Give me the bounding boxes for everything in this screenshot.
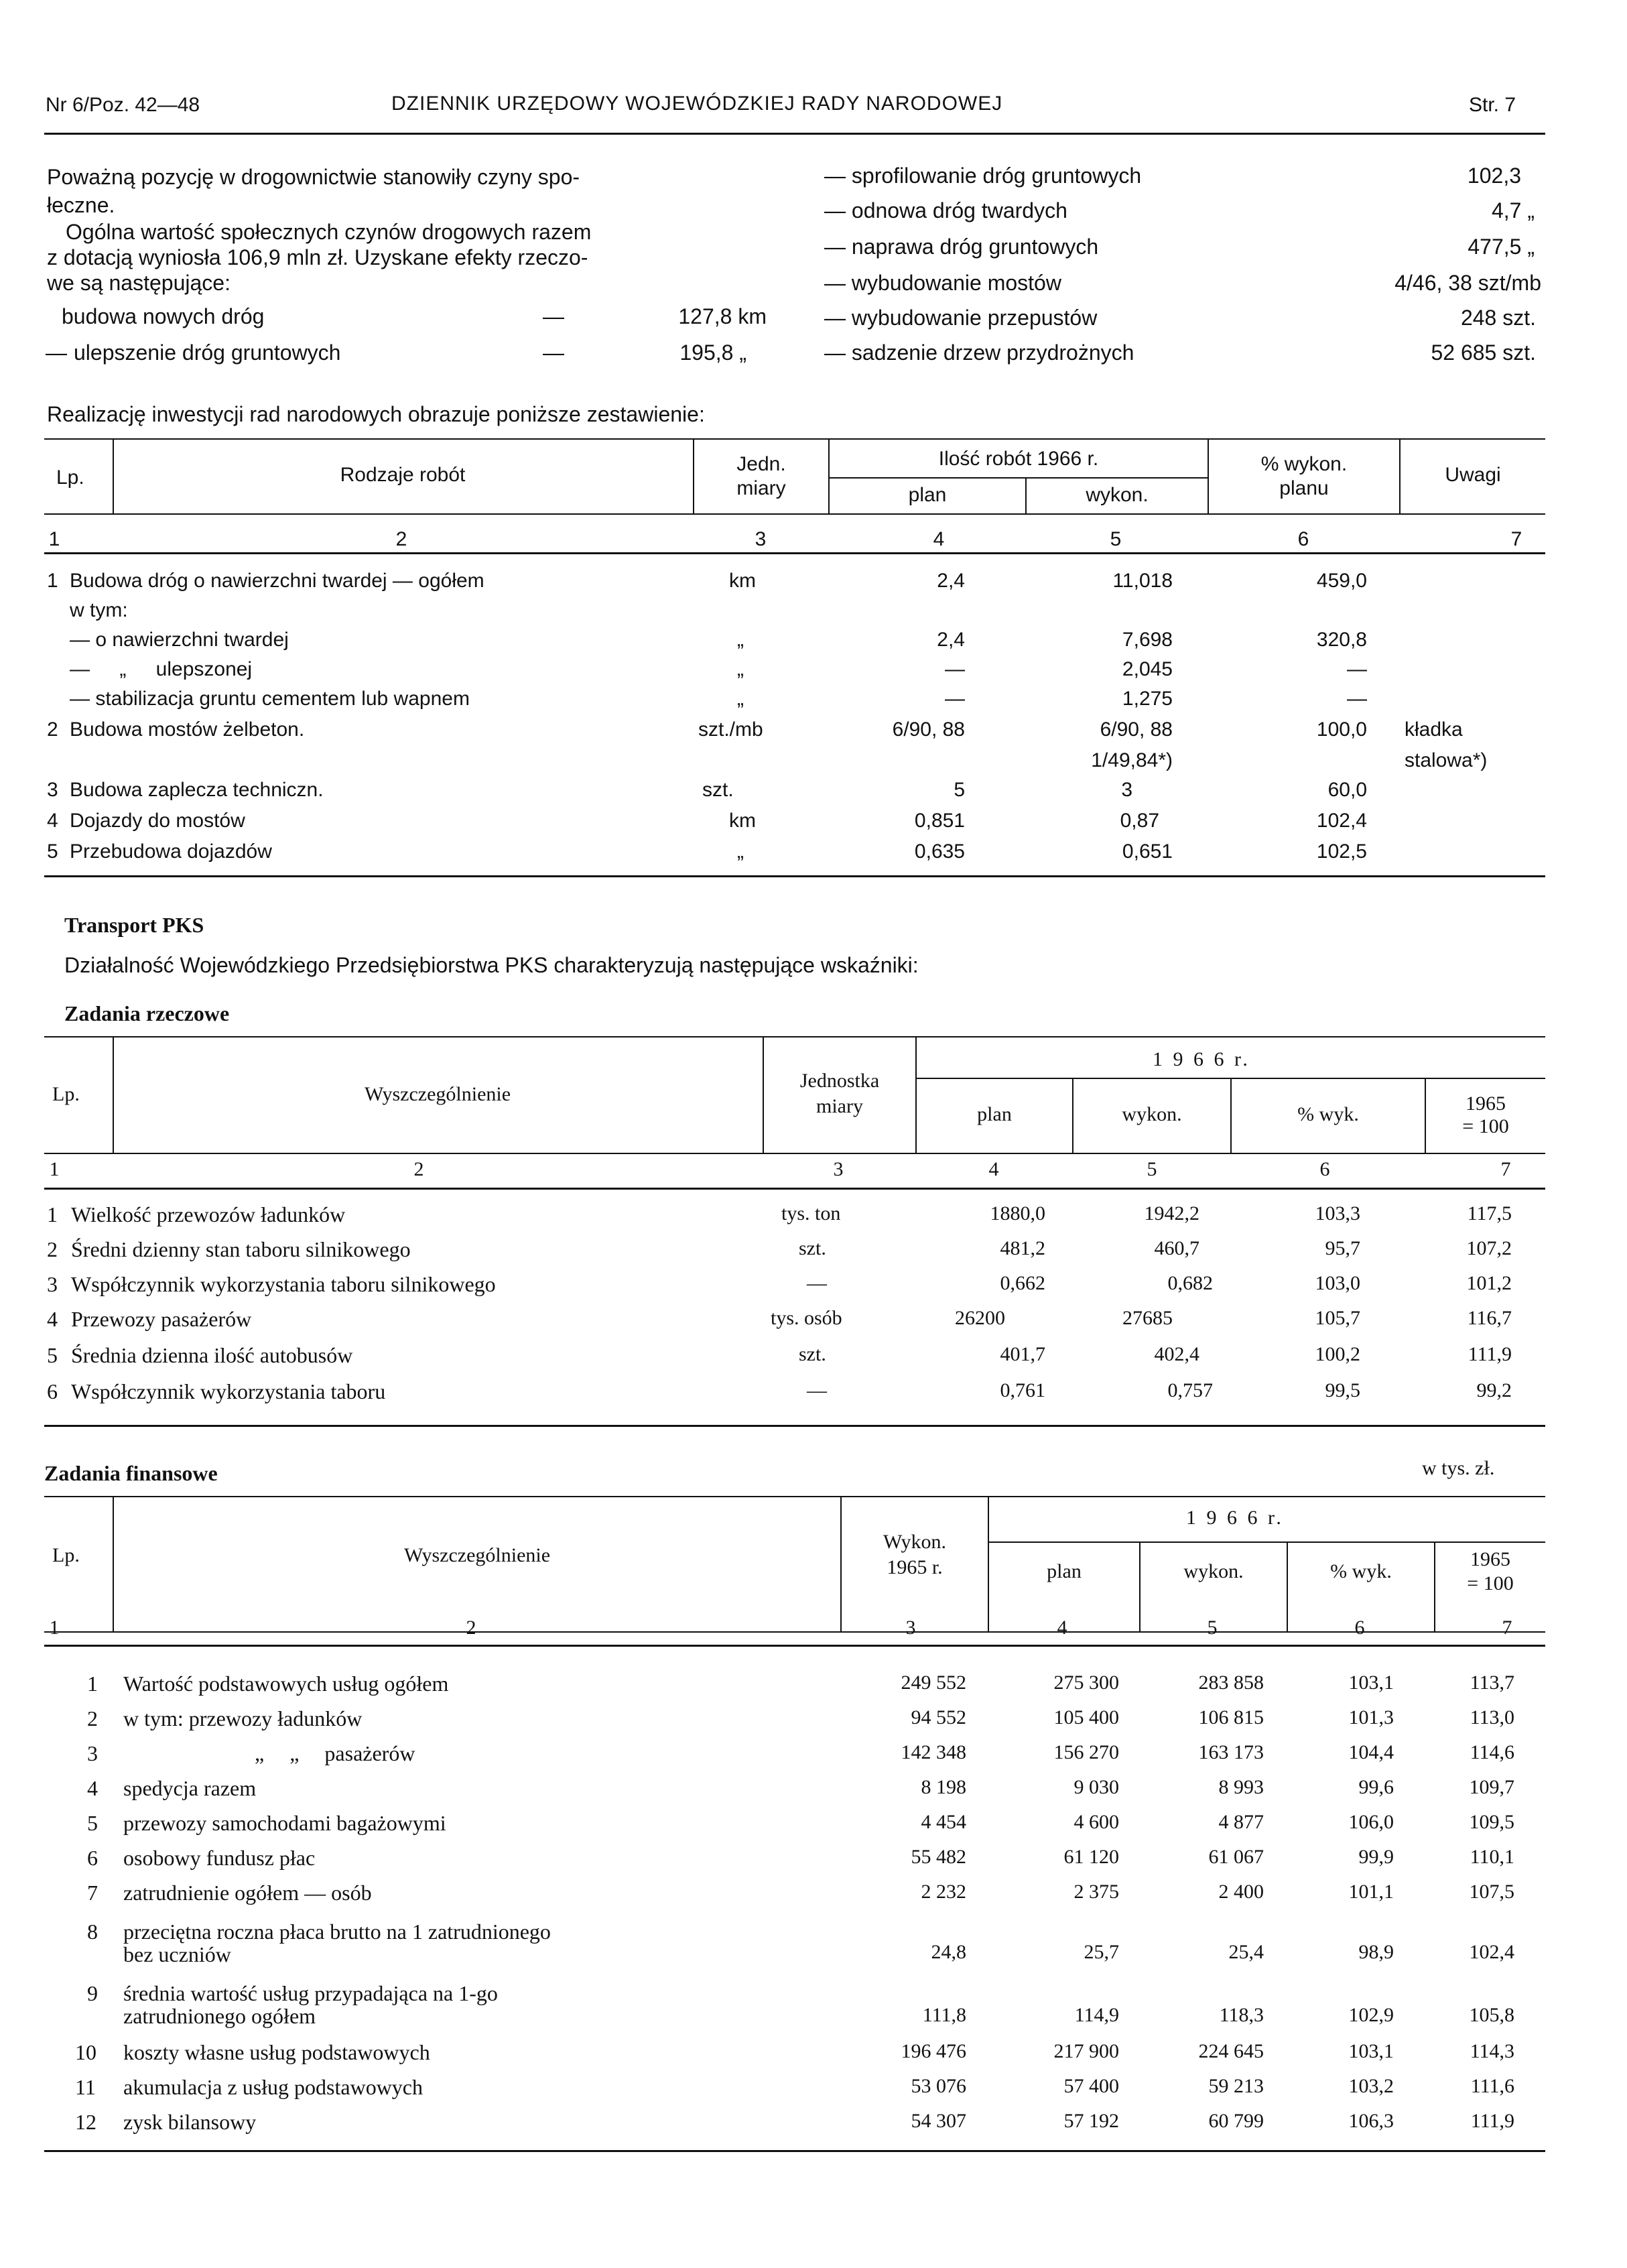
- col-header-ilosc: Ilość robót 1966 r.: [938, 448, 1099, 470]
- header-rule: [44, 133, 1545, 135]
- col-header-1965-2: = 100: [1462, 1115, 1509, 1137]
- intro-para2-line2: z dotacją wyniosła 106,9 mln zł. Uzyskane efekty rzeczo-: [47, 245, 588, 269]
- col-number: 7: [1500, 1158, 1511, 1180]
- table-cell-name: średnia wartość usług przypadająca na 1-go: [123, 1981, 498, 2005]
- table-cell-index: 111,6: [1470, 2075, 1514, 2097]
- table-rule: [44, 875, 1545, 877]
- col-header-plan: plan: [908, 484, 947, 506]
- table-cell-name: Średnia dzienna ilość autobusów: [71, 1343, 353, 1367]
- table-cell-name: w tym: przewozy ładunków: [123, 1706, 363, 1730]
- table-cell-lp: 5: [47, 840, 58, 863]
- table-cell-pct: 103,0: [1315, 1272, 1360, 1294]
- col-header-plan: plan: [977, 1103, 1012, 1125]
- intro-right-item: — naprawa dróg gruntowych: [824, 235, 1099, 259]
- table-rule: [44, 1153, 1545, 1154]
- table-cell-lp: 10: [75, 2040, 96, 2064]
- table-cell-pct: 101,3: [1348, 1706, 1394, 1728]
- table-cell-index: 109,5: [1469, 1811, 1514, 1833]
- header-page: Str. 7: [1469, 94, 1516, 116]
- table-cell-pct: —: [1347, 658, 1367, 680]
- intro-right-value: 102,3: [1467, 164, 1521, 188]
- col-divider: [1208, 438, 1209, 513]
- table-rule: [44, 2150, 1545, 2152]
- table-cell-unit: km: [729, 810, 756, 832]
- table-cell-lp: 11: [75, 2075, 96, 2099]
- table-cell-lp: 4: [87, 1776, 98, 1800]
- col-header-uwagi: Uwagi: [1445, 464, 1501, 486]
- col-number: 2: [395, 528, 407, 550]
- table-cell-lp: 7: [87, 1881, 98, 1905]
- table-cell-name: zatrudnienie ogółem — osób: [123, 1881, 372, 1905]
- table-cell-name: Przewozy pasażerów: [71, 1307, 252, 1331]
- table-cell-pct: 103,3: [1315, 1202, 1360, 1224]
- table-cell-lp: 8: [87, 1919, 98, 1944]
- table-cell-index: 114,3: [1470, 2040, 1514, 2062]
- table-cell-plan: 57 192: [1063, 2110, 1119, 2132]
- table-cell-plan: 0,851: [914, 810, 965, 832]
- table-cell-pct: 99,5: [1325, 1379, 1360, 1401]
- table-cell-lp: 4: [47, 1307, 58, 1331]
- col-number: 7: [1502, 1617, 1512, 1639]
- table-cell-plan: 9 030: [1073, 1776, 1119, 1798]
- finansowe-unit-note: w tys. zł.: [1422, 1457, 1495, 1479]
- table-cell-plan: 0,635: [914, 840, 965, 863]
- table-rule: [44, 513, 1545, 515]
- table-cell-pct: 103,2: [1348, 2075, 1394, 2097]
- col-header-plan: plan: [1047, 1560, 1082, 1582]
- table-cell-index: 111,9: [1470, 2110, 1514, 2132]
- col-header-1965: 1965: [1466, 1092, 1506, 1115]
- intro-right-item: — sprofilowanie dróg gruntowych: [824, 164, 1142, 188]
- col-number: 2: [466, 1617, 476, 1639]
- intro-right-item: — odnowa dróg twardych: [824, 198, 1067, 223]
- investment-caption: Realizację inwestycji rad narodowych obrazuje poniższe zestawienie:: [47, 402, 705, 426]
- col-header-pct: % wyk.: [1330, 1560, 1392, 1582]
- col-header-1965-2: = 100: [1467, 1572, 1514, 1594]
- intro-left-dash-lead: —: [46, 340, 67, 365]
- col-header-jedn-2: miary: [736, 477, 786, 499]
- col-header-wykon1965-2: 1965 r.: [887, 1556, 943, 1578]
- intro-para2-line1: Ogólna wartość społecznych czynów drogowych razem: [66, 220, 592, 244]
- col-header-wykon: wykon.: [1183, 1560, 1244, 1582]
- finansowe-heading: Zadania finansowe: [44, 1461, 218, 1485]
- col-divider: [1139, 1541, 1141, 1633]
- table-cell-pct: 100,0: [1316, 718, 1367, 741]
- table-rule: [988, 1541, 1545, 1543]
- table-cell-unit: szt.: [799, 1237, 826, 1259]
- table-cell-plan: 156 270: [1053, 1741, 1119, 1763]
- table-cell-lp: 3: [87, 1741, 98, 1765]
- table-cell-name: osobowy fundusz płac: [123, 1846, 316, 1870]
- col-divider: [693, 438, 694, 513]
- table-cell-index: 117,5: [1467, 1202, 1512, 1224]
- table-cell-name: przewozy samochodami bagażowymi: [123, 1811, 446, 1835]
- table-cell-name: zysk bilansowy: [123, 2110, 257, 2134]
- table-cell-index: 107,5: [1469, 1881, 1514, 1903]
- table-cell-pct: 102,4: [1316, 810, 1367, 832]
- table-cell-lp: 4: [47, 810, 58, 832]
- table-cell-name: Średni dzienny stan taboru silnikowego: [71, 1237, 411, 1261]
- table-cell-lp: 3: [47, 779, 58, 801]
- col-header-year: 1 9 6 6 r.: [1153, 1048, 1250, 1070]
- table-cell-wykon: 2 400: [1218, 1881, 1264, 1903]
- table-cell-lp: 1: [87, 1672, 98, 1696]
- table-cell-unit: „: [737, 840, 744, 863]
- table-cell-pct: 98,9: [1358, 1941, 1394, 1963]
- table-cell-pct: 105,7: [1315, 1307, 1360, 1329]
- table-cell-wykon: 4 877: [1218, 1811, 1264, 1833]
- header-title: DZIENNIK URZĘDOWY WOJEWÓDZKIEJ RADY NARODOWEJ: [391, 92, 1003, 115]
- table-cell-plan: 61 120: [1063, 1846, 1119, 1868]
- intro-right-value: 52 685 szt.: [1431, 340, 1536, 365]
- table-cell-name: Budowa dróg o nawierzchni twardej — ogółem: [70, 570, 484, 592]
- col-number: 5: [1207, 1617, 1218, 1639]
- table-cell-plan: 401,7: [1000, 1343, 1045, 1365]
- table-cell-name-2: bez uczniów: [123, 1942, 231, 1966]
- col-number: 4: [933, 528, 945, 550]
- table-cell-wykon: 2,045: [1122, 658, 1173, 680]
- table-cell-w65: 249 552: [901, 1672, 966, 1694]
- table-cell-pct: 99,9: [1358, 1846, 1394, 1868]
- table-cell-w65: 142 348: [901, 1741, 966, 1763]
- table-cell-pct: 102,9: [1348, 2004, 1394, 2026]
- table-cell-name: — „ ulepszonej: [70, 658, 253, 680]
- intro-left-item: budowa nowych dróg: [62, 304, 265, 328]
- table-rule: [44, 1631, 1545, 1633]
- table-cell-pct: 103,1: [1348, 1672, 1394, 1694]
- table-cell-unit: szt.: [702, 779, 734, 801]
- table-cell-w65: 54 307: [911, 2110, 966, 2132]
- table-cell-w65: 24,8: [931, 1941, 966, 1963]
- table-cell-plan: 481,2: [1000, 1237, 1045, 1259]
- table-cell-w65: 53 076: [911, 2075, 966, 2097]
- table-cell-plan: 1880,0: [990, 1202, 1045, 1224]
- table-cell-index: 116,7: [1467, 1307, 1512, 1329]
- table-cell-index: 107,2: [1466, 1237, 1512, 1259]
- table-cell-index: 113,7: [1470, 1672, 1514, 1694]
- col-header-1965: 1965: [1470, 1548, 1510, 1570]
- table-cell-plan: 275 300: [1053, 1672, 1119, 1694]
- table-cell-wykon: 402,4: [1154, 1343, 1199, 1365]
- col-number: 3: [833, 1158, 844, 1180]
- col-number: 4: [1057, 1617, 1067, 1639]
- table-cell-wykon: 7,698: [1122, 629, 1173, 651]
- table-cell-pct: 103,1: [1348, 2040, 1394, 2062]
- table-cell-lp: 6: [47, 1379, 58, 1403]
- pks-intro: Działalność Wojewódzkiego Przedsiębiorstwa PKS charakteryzują następujące wskaźniki:: [64, 953, 919, 977]
- table-cell-pct: 102,5: [1316, 840, 1367, 863]
- col-header-wykon: wykon.: [1122, 1103, 1182, 1125]
- table-cell-plan: 2 375: [1073, 1881, 1119, 1903]
- table-cell-pct: 106,3: [1348, 2110, 1394, 2132]
- col-number: 7: [1510, 528, 1522, 550]
- intro-left-value: 195,8 „: [679, 340, 746, 365]
- table-cell-wykon: 60 799: [1208, 2110, 1264, 2132]
- col-header-wykon: wykon.: [1086, 484, 1149, 506]
- table-cell-plan: 57 400: [1063, 2075, 1119, 2097]
- table-cell-plan: 4 600: [1073, 1811, 1119, 1833]
- table-cell-wykon: 3: [1121, 779, 1132, 801]
- table-rule: [44, 1645, 1545, 1647]
- table-cell-wykon: 106 815: [1198, 1706, 1264, 1728]
- table-cell-unit: km: [729, 570, 756, 592]
- table-cell-w65: 55 482: [911, 1846, 966, 1868]
- table-cell-unit: „: [737, 658, 744, 680]
- intro-right-value: 477,5 „: [1468, 235, 1535, 259]
- table-cell-wykon: 0,757: [1167, 1379, 1213, 1401]
- table-cell-w65: 2 232: [921, 1881, 966, 1903]
- table-cell-name: — stabilizacja gruntu cementem lub wapnem: [70, 688, 470, 710]
- table-cell-name-2: zatrudnionego ogółem: [123, 2004, 316, 2028]
- table-cell-w65: 94 552: [911, 1706, 966, 1728]
- col-number: 5: [1110, 528, 1122, 550]
- table-cell-wykon: 6/90, 88: [1100, 718, 1173, 741]
- table-cell-lp: 2: [87, 1706, 98, 1730]
- table-cell-pct: —: [1347, 688, 1367, 710]
- table-cell-lp: 12: [75, 2110, 96, 2134]
- table-cell-wykon: 283 858: [1198, 1672, 1264, 1694]
- table-cell-index: 113,0: [1470, 1706, 1514, 1728]
- table-cell-w65: 4 454: [921, 1811, 966, 1833]
- table-cell-plan: —: [945, 688, 965, 710]
- pks-heading: Transport PKS: [64, 913, 204, 937]
- table-cell-wykon: 0,651: [1122, 840, 1173, 863]
- table-cell-wykon: 8 993: [1218, 1776, 1264, 1798]
- table-cell-wykon: 163 173: [1198, 1741, 1264, 1763]
- table-cell-lp: 5: [47, 1343, 58, 1367]
- table-cell-index: 114,6: [1470, 1741, 1514, 1763]
- table-cell-name: Wielkość przewozów ładunków: [71, 1202, 346, 1226]
- table-cell-wykon: 1942,2: [1144, 1202, 1199, 1224]
- col-header-jednostka: Jednostka: [799, 1070, 880, 1092]
- table-cell-name: Przebudowa dojazdów: [70, 840, 272, 863]
- table-cell-name: Budowa mostów żelbeton.: [70, 718, 305, 741]
- col-number: 5: [1147, 1158, 1157, 1180]
- col-number: 3: [755, 528, 767, 550]
- table-rule: [44, 552, 1545, 554]
- table-cell-wykon: 61 067: [1208, 1846, 1264, 1868]
- col-header-wykon1965: Wykon.: [883, 1531, 946, 1553]
- table-cell-w65: 8 198: [921, 1776, 966, 1798]
- col-number: 2: [413, 1158, 424, 1180]
- col-header-jedn: Jedn.: [736, 453, 786, 475]
- table-cell-plan: 0,662: [1000, 1272, 1045, 1294]
- col-header-lp: Lp.: [56, 466, 84, 489]
- header-issue: Nr 6/Poz. 42—48: [46, 94, 200, 116]
- table-cell-index: 111,9: [1468, 1343, 1512, 1365]
- table-cell-lp: 1: [47, 1202, 58, 1226]
- table-cell-name: w tym:: [70, 599, 128, 621]
- intro-right-value: 248 szt.: [1460, 306, 1536, 330]
- table-cell-pct: 106,0: [1348, 1811, 1394, 1833]
- intro-right-item: — sadzenie drzew przydrożnych: [824, 340, 1134, 365]
- table-cell-unit: —: [807, 1379, 827, 1401]
- table-cell-unit: „: [737, 688, 744, 710]
- table-cell-uwagi: stalowa*): [1405, 749, 1488, 771]
- table-cell-wykon: 59 213: [1208, 2075, 1264, 2097]
- table-rule: [44, 1036, 1545, 1037]
- table-cell-wykon: 1/49,84*): [1091, 749, 1173, 771]
- table-cell-plan: 105 400: [1053, 1706, 1119, 1728]
- table-cell-plan: —: [945, 658, 965, 680]
- intro-left-dash: —: [543, 304, 564, 328]
- table-cell-uwagi: kładka: [1405, 718, 1463, 741]
- col-number: 6: [1297, 528, 1309, 550]
- col-header-jednostka-2: miary: [816, 1095, 863, 1117]
- table-rule: [828, 477, 1208, 479]
- col-header-wyszczegolnienie: Wyszczególnienie: [364, 1083, 511, 1105]
- table-cell-lp: 5: [87, 1811, 98, 1835]
- table-cell-index: 102,4: [1469, 1941, 1514, 1963]
- table-cell-unit: „: [737, 629, 744, 651]
- col-divider: [915, 1036, 917, 1154]
- table-cell-name: Dojazdy do mostów: [70, 810, 245, 832]
- table-cell-index: 101,2: [1466, 1272, 1512, 1294]
- table-cell-lp: 3: [47, 1272, 58, 1296]
- col-number: 6: [1354, 1617, 1365, 1639]
- table-cell-lp: 9: [87, 1981, 98, 2005]
- table-cell-pct: 101,1: [1348, 1881, 1394, 1903]
- table-cell-wykon: 25,4: [1228, 1941, 1264, 1963]
- table-cell-name: Wartość podstawowych usług ogółem: [123, 1672, 449, 1696]
- table-cell-pct: 459,0: [1316, 570, 1367, 592]
- table-cell-pct: 100,2: [1315, 1343, 1360, 1365]
- col-header-rodzaje: Rodzaje robót: [340, 464, 466, 486]
- table-cell-name: spedycja razem: [123, 1776, 257, 1800]
- intro-para2-line3: we są następujące:: [47, 271, 231, 295]
- col-header-wyszczegolnienie: Wyszczególnienie: [403, 1544, 551, 1566]
- table-cell-wykon: 11,018: [1112, 570, 1173, 592]
- table-cell-index: 105,8: [1469, 2004, 1514, 2026]
- table-cell-lp: 1: [47, 570, 58, 592]
- table-cell-name: przeciętna roczna płaca brutto na 1 zatrudnionego: [123, 1919, 551, 1944]
- col-number: 1: [48, 528, 60, 550]
- table-cell-unit: szt./mb: [698, 718, 763, 741]
- intro-right-item: — wybudowanie mostów: [824, 271, 1061, 295]
- table-cell-pct: 60,0: [1327, 779, 1367, 801]
- table-rule: [44, 1188, 1545, 1190]
- intro-right-item: — wybudowanie przepustów: [824, 306, 1098, 330]
- table-cell-plan: 217 900: [1053, 2040, 1119, 2062]
- col-header-lp: Lp.: [52, 1544, 80, 1566]
- table-rule: [44, 1425, 1545, 1427]
- col-header-lp: Lp.: [52, 1083, 80, 1105]
- table-cell-plan: 0,761: [1000, 1379, 1045, 1401]
- col-header-pct: % wyk.: [1297, 1103, 1359, 1125]
- table-cell-lp: 2: [47, 1237, 58, 1261]
- table-rule: [44, 1496, 1545, 1497]
- table-cell-index: 99,2: [1476, 1379, 1512, 1401]
- intro-para1-line1: Poważną pozycję w drogownictwie stanowiły czyny spo-: [47, 165, 580, 189]
- table-cell-name: „ „ pasażerów: [255, 1741, 415, 1765]
- col-number: 3: [905, 1617, 916, 1639]
- table-cell-wykon: 0,87: [1120, 810, 1159, 832]
- table-cell-plan: 6/90, 88: [892, 718, 965, 741]
- table-cell-name: — o nawierzchni twardej: [70, 629, 289, 651]
- intro-right-value: 4/46, 38 szt/mb: [1394, 271, 1541, 295]
- table-cell-unit: tys. osób: [771, 1307, 842, 1329]
- col-header-pct: % wykon.: [1260, 453, 1348, 475]
- intro-right-value: 4,7 „: [1491, 198, 1535, 223]
- table-cell-name: Budowa zaplecza techniczn.: [70, 779, 324, 801]
- table-cell-plan: 2,4: [937, 570, 965, 592]
- table-cell-plan: 25,7: [1084, 1941, 1119, 1963]
- table-cell-name: akumulacja z usług podstawowych: [123, 2075, 423, 2099]
- table-cell-index: 109,7: [1469, 1776, 1514, 1798]
- table-cell-wykon: 0,682: [1167, 1272, 1213, 1294]
- table-cell-unit: szt.: [799, 1343, 826, 1365]
- table-cell-wykon: 1,275: [1122, 688, 1173, 710]
- col-number: 1: [49, 1158, 60, 1180]
- intro-para1-line2: łeczne.: [47, 193, 115, 217]
- table-cell-w65: 196 476: [901, 2040, 966, 2062]
- col-number: 6: [1319, 1158, 1330, 1180]
- table-cell-lp: 6: [87, 1846, 98, 1870]
- table-cell-name: Współczynnik wykorzystania taboru: [71, 1379, 386, 1403]
- table-cell-plan: 5: [954, 779, 965, 801]
- intro-left-item: ulepszenie dróg gruntowych: [74, 340, 341, 365]
- table-cell-index: 110,1: [1470, 1846, 1514, 1868]
- table-cell-name: Współczynnik wykorzystania taboru silnikowego: [71, 1272, 496, 1296]
- table-rule: [44, 438, 1545, 440]
- table-cell-wykon: 118,3: [1219, 2004, 1264, 2026]
- table-cell-unit: —: [807, 1272, 827, 1294]
- table-cell-plan: 2,4: [937, 629, 965, 651]
- table-cell-plan: 114,9: [1074, 2004, 1119, 2026]
- table-cell-wykon: 224 645: [1198, 2040, 1264, 2062]
- table-cell-pct: 320,8: [1316, 629, 1367, 651]
- table-cell-pct: 99,6: [1358, 1776, 1394, 1798]
- table-cell-name: koszty własne usług podstawowych: [123, 2040, 430, 2064]
- table-cell-plan: 26200: [955, 1307, 1005, 1329]
- table-cell-pct: 104,4: [1348, 1741, 1394, 1763]
- col-divider: [1287, 1541, 1288, 1633]
- table-cell-pct: 95,7: [1325, 1237, 1360, 1259]
- table-cell-unit: tys. ton: [781, 1202, 841, 1224]
- col-number: 4: [988, 1158, 999, 1180]
- intro-left-value: 127,8 km: [678, 304, 767, 328]
- col-header-year: 1 9 6 6 r.: [1186, 1507, 1284, 1529]
- table-cell-wykon: 460,7: [1154, 1237, 1199, 1259]
- pks-subheading: Zadania rzeczowe: [64, 1001, 230, 1025]
- table-cell-w65: 111,8: [922, 2004, 966, 2026]
- table-cell-lp: 2: [47, 718, 58, 741]
- table-cell-wykon: 27685: [1122, 1307, 1173, 1329]
- col-number: 1: [49, 1617, 60, 1639]
- col-header-pct-2: planu: [1279, 477, 1329, 499]
- intro-left-dash: —: [543, 340, 564, 365]
- table-rule: [915, 1078, 1545, 1079]
